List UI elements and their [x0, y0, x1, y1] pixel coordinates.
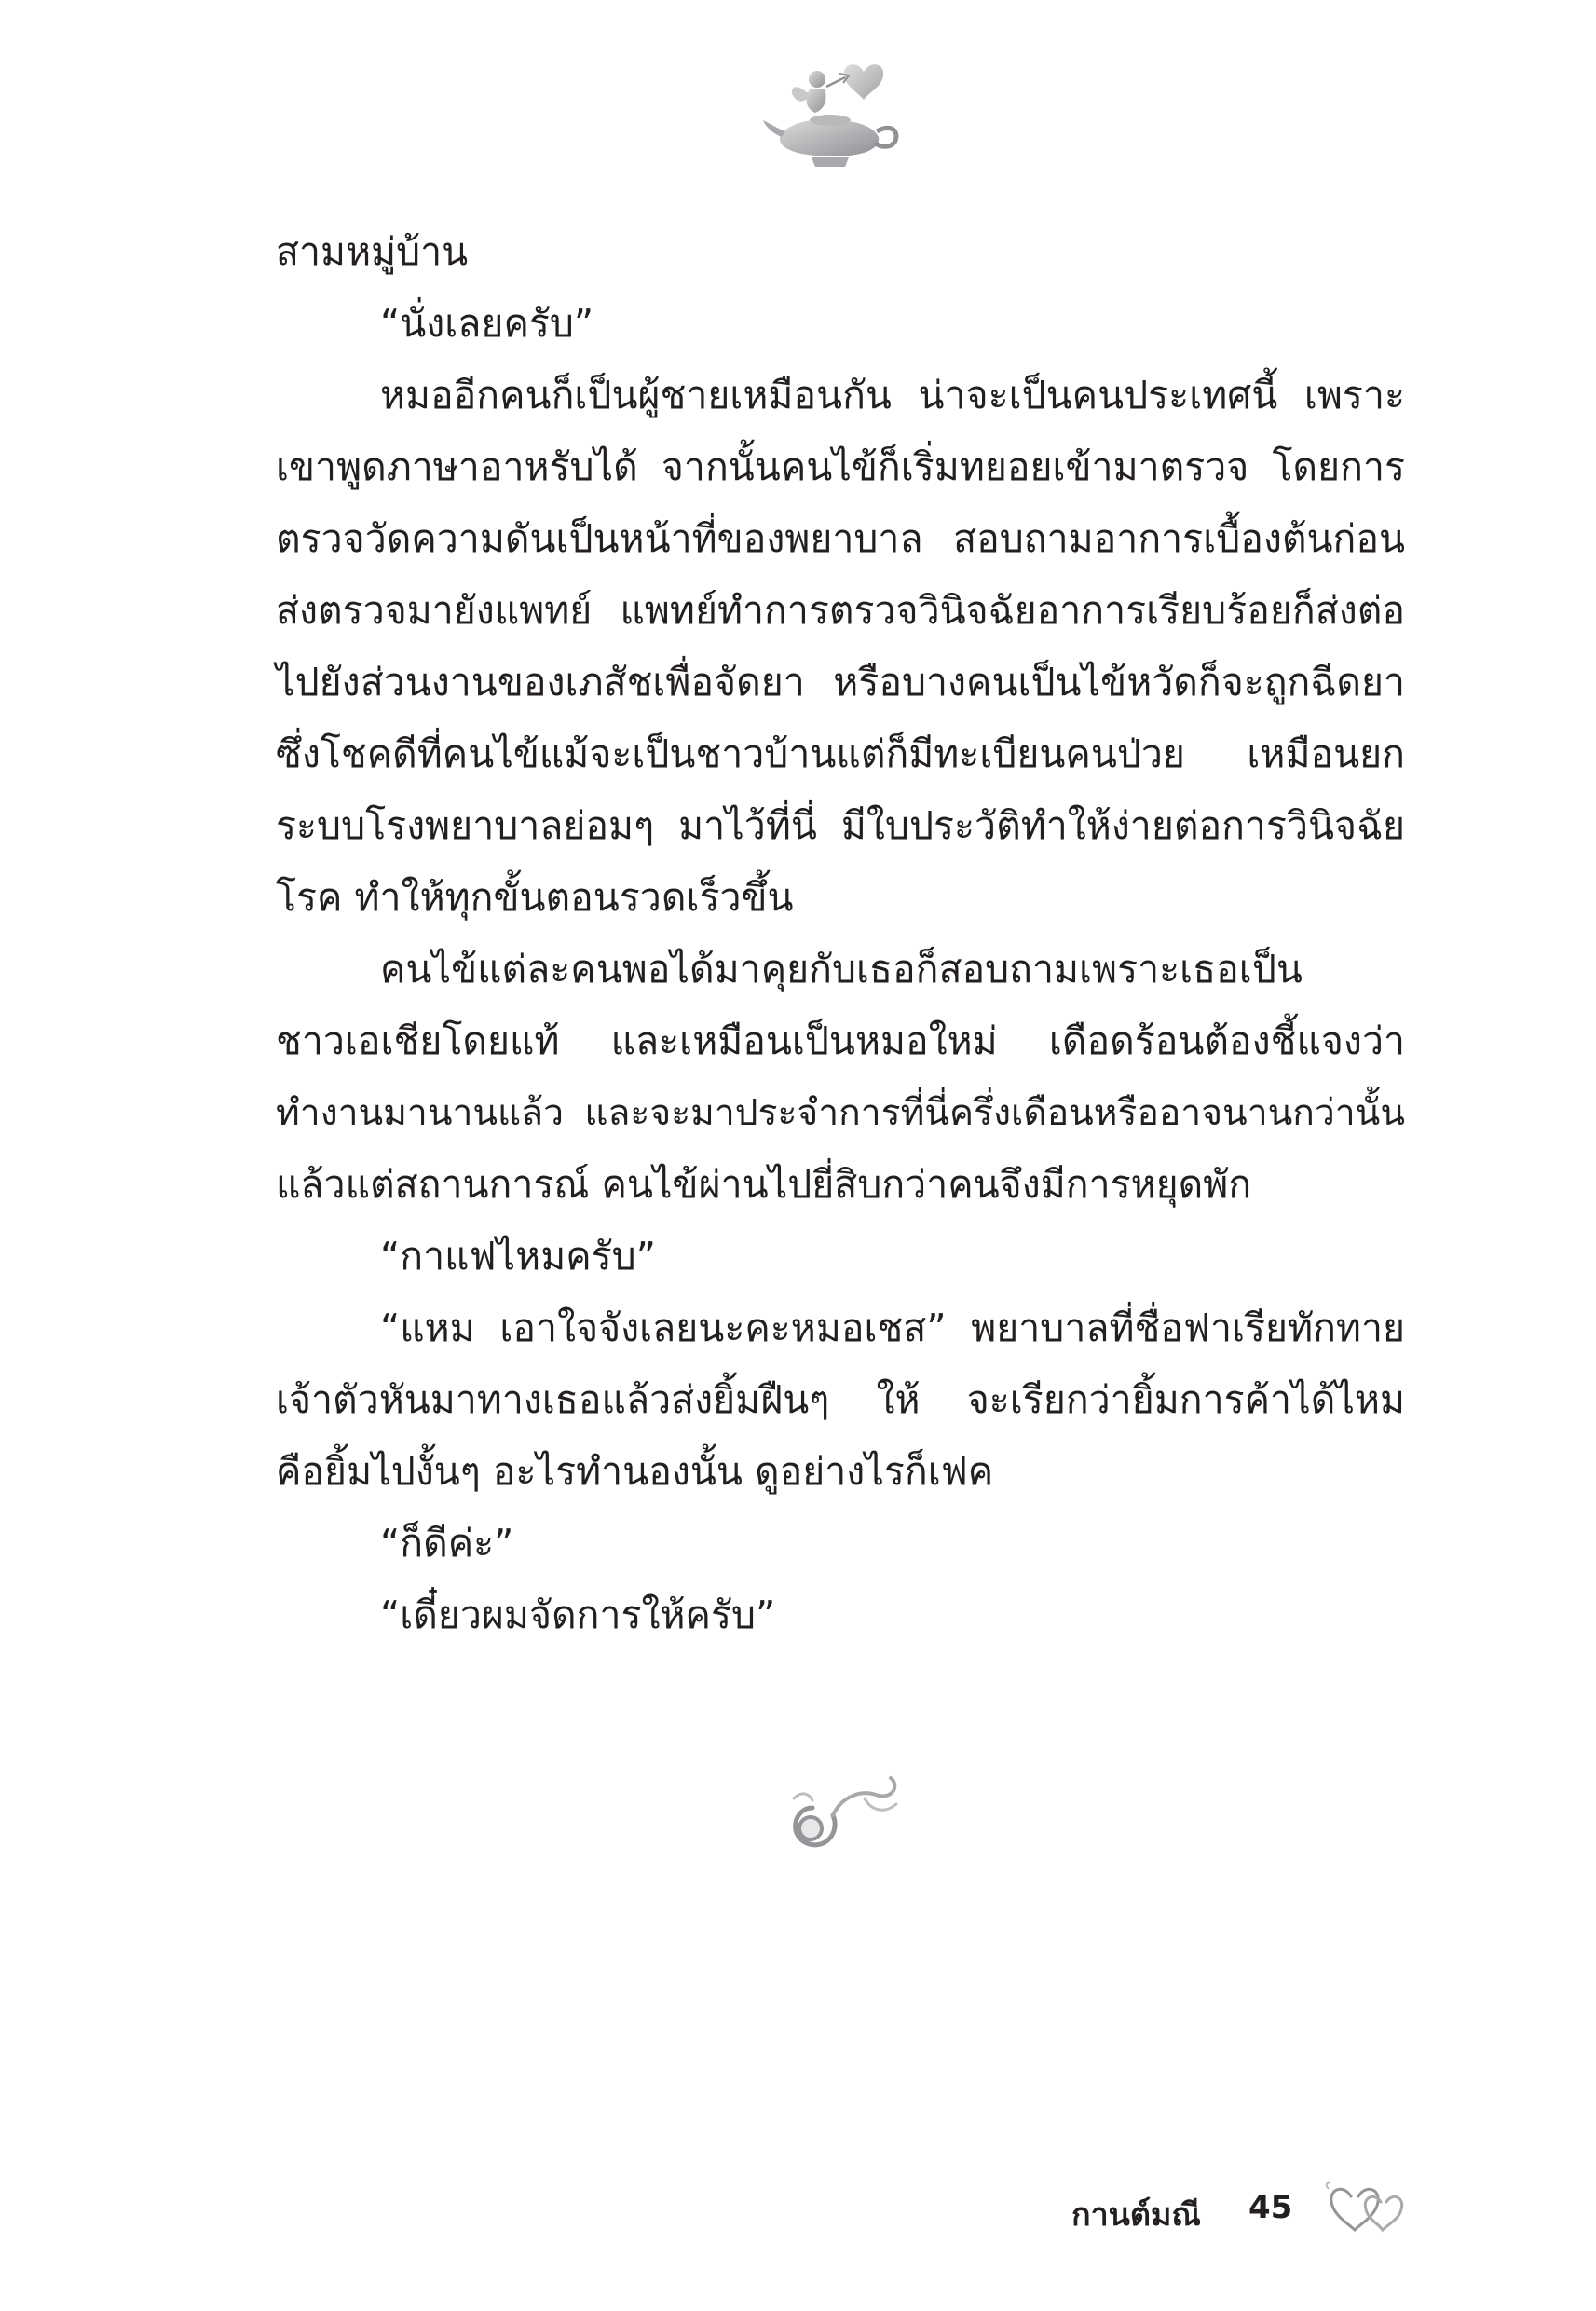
body-text	[276, 216, 1405, 1651]
text-line: “ก็ดีค่ะ”	[380, 1521, 514, 1566]
text-line: ซึ่งโชคดีที่คนไข้แม้จะเป็นชาวบ้านแต่ก็มีทะเบียนคนป่วย เหมือนยก	[276, 732, 1405, 776]
text-line: โรค ทำให้ทุกขั้นตอนรวดเร็วขึ้น	[276, 875, 794, 920]
text-line: เจ้าตัวหันมาทางเธอแล้วส่งยิ้มฝืนๆ ให้ จะเรียกว่ายิ้มการค้าได้ไหม	[276, 1377, 1405, 1422]
cupid-teapot-icon	[759, 51, 908, 172]
text-line: “แหม เอาใจจังเลยนะคะหมอเชส” พยาบาลที่ชื่อฟาเรียทักทาย	[380, 1306, 1405, 1350]
text-line: สามหมู่บ้าน	[276, 229, 469, 274]
text-line: ชาวเอเชียโดยแท้ และเหมือนเป็นหมอใหม่ เดือดร้อนต้องชี้แจงว่า	[276, 1019, 1405, 1063]
text-line: “เดี๋ยวผมจัดการให้ครับ”	[380, 1593, 776, 1637]
text-line: แล้วแต่สถานการณ์ คนไข้ผ่านไปยี่สิบกว่าคนจึงมีการหยุดพัก	[276, 1162, 1252, 1207]
page-number: 45	[1248, 2189, 1293, 2226]
text-line: ระบบโรงพยาบาลย่อมๆ มาไว้ที่นี่ มีใบประวัติทำให้ง่ายต่อการวินิจฉัย	[276, 803, 1405, 848]
text-line: “กาแฟไหมครับ”	[380, 1234, 656, 1279]
stethoscope-icon	[775, 1771, 915, 1854]
text-line: ทำงานมานานแล้ว และจะมาประจำการที่นี่ครึ่งเดือนหรืออาจนานกว่านั้น	[276, 1092, 1405, 1134]
text-line: ส่งตรวจมายังแพทย์ แพทย์ทำการตรวจวินิจฉัยอาการเรียบร้อยก็ส่งต่อ	[276, 588, 1405, 633]
text-line: คนไข้แต่ละคนพอได้มาคุยกับเธอก็สอบถามเพราะเธอเป็น	[380, 947, 1303, 991]
text-line: เขาพูดภาษาอาหรับได้ จากนั้นคนไข้ก็เริ่มทยอยเข้ามาตรวจ โดยการ	[276, 444, 1405, 489]
text-line: ตรวจวัดความดันเป็นหน้าที่ของพยาบาล สอบถามอาการเบื้องต้นก่อน	[276, 516, 1405, 561]
text-line: หมออีกคนก็เป็นผู้ชายเหมือนกัน น่าจะเป็นคนประเทศนี้ เพราะ	[380, 373, 1405, 417]
hearts-icon	[1323, 2176, 1416, 2241]
text-line: คือยิ้มไปงั้นๆ อะไรทำนองนั้น ดูอย่างไรก็เฟค	[276, 1449, 994, 1494]
book-title: กานต์มณี	[1071, 2196, 1201, 2234]
text-line: “นั่งเลยครับ”	[380, 301, 594, 346]
text-line: ไปยังส่วนงานของเภสัชเพื่อจัดยา หรือบางคนเป็นไข้หวัดก็จะถูกฉีดยา	[276, 660, 1405, 704]
page-footer	[1071, 2176, 1425, 2250]
